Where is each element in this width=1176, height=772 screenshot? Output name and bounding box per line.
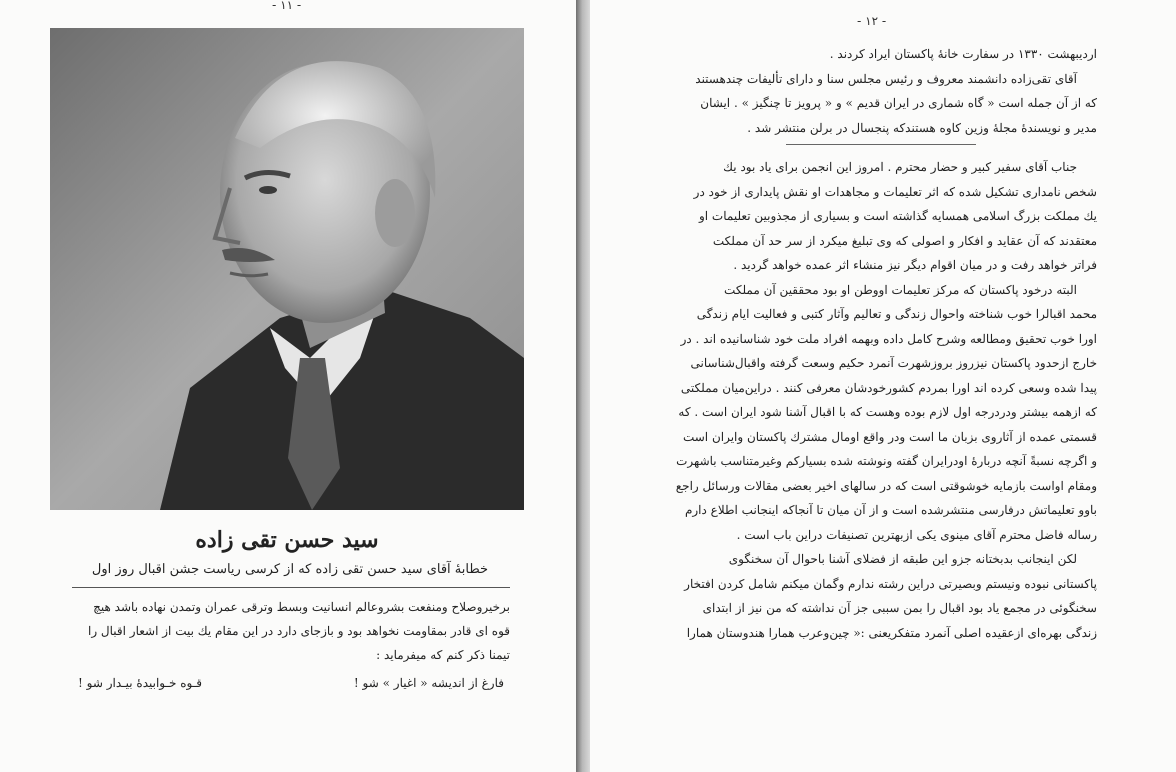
text-line: جناب آقای سفیر کبیر و حضار محترم . امروز این انجمن برای یاد بود یك (723, 160, 1077, 174)
page-number-left: - ١١ - (272, 0, 302, 12)
text-line: البته درخود پاکستان که مرکز تعلیمات اووطن او بود محققین آن مملکت (724, 282, 1077, 297)
text-line: قوه ای قادر بمقاومت نخواهد بود و بازجای دارد در این مقام یك بیت از اشعار اقبال را (87, 624, 510, 638)
verse-right-hemistich: فارغ از اندیشه « اغیار » شو ! (353, 676, 504, 690)
text-line: باوو تعلیماتش درفارسی منتشرشده است و از آن میان تا آنجاکه اینجانب اطلاع دارم (684, 503, 1097, 517)
portrait-photo (50, 28, 524, 510)
text-line: زندگی بهره‌ای ازعقیده اصلی آنمرد متفکریعنی :« چین‌وعرب همارا هندوستان همارا (686, 625, 1097, 640)
right-page (590, 0, 1176, 772)
text-line: رساله فاضل محترم آقای مینوی یکی ازبهترین تصنیفات دراین باب است . (736, 527, 1097, 542)
text-line: فراتر خواهد رفت و در میان اقوام دیگر نیز منشاء اثر عمده خواهد گردید . (733, 258, 1097, 272)
text-line: اورا خوب تحقیق ومطالعه وشرح کامل داده وبهمه افراد ملت خود شناسانیده اند . در (680, 331, 1097, 346)
left-page (0, 0, 576, 772)
text-line: اردیبهشت ۱۳۳۰ در سفارت خانهٔ پاکستان ایراد کردند . (829, 47, 1097, 61)
section-divider (786, 144, 976, 145)
text-line: برخیروصلاح ومنفعت بشروعالم انسانیت وبسط وترقی عمران وتمدن نهاده باشد هیچ (93, 600, 510, 614)
text-line: محمد اقبالرا خوب شناخته واحوال زندگی و تعالیم وآثار کتبی و فعالیت ایام زندگی (696, 307, 1097, 321)
page-number-right: - ١٢ - (857, 14, 887, 28)
text-line: قسمتی عمده از آثاروی بزبان ما است ودر واقع اومال مشترك پاکستان وایران است (682, 429, 1097, 444)
text-line: که ازهمه بیشتر ودردرجه اول لازم بوده وهست که با اقبال آشنا شود ایران است . که (678, 405, 1097, 419)
right-body-text (665, 42, 1097, 645)
left-body-text (72, 595, 510, 667)
text-line: ومقام اواست بازمایه خوشوقتی است که در سالهای اخیر بعضی مقالات ورسائل راجع (675, 478, 1097, 493)
text-line: یك مملکت بزرگ اسلامی همسایه گذاشته است و بسیاری از مجذوبین تعلیمات او (698, 209, 1097, 223)
text-line: سخنگوئی در مجمع یاد بود اقبال را بمن سببی جز آن نداشته که من نیز از ابتدای (702, 601, 1097, 615)
text-line: و اگرچه نسبةً آنچه دربارهٔ اودرایران گفته ونوشته شده بسیارکم وغیرمتناسب باشهرت (676, 454, 1097, 468)
book-gutter (576, 0, 590, 772)
text-line: مدیر و نویسندهٔ مجلهٔ وزین کاوه هستندکه پنجسال در برلن منتشر شد . (747, 120, 1097, 135)
poem-verse (72, 676, 510, 690)
divider (72, 587, 510, 588)
text-line: خارج ازحدود پاکستان نیزروز بروزشهرت آنمرد حکیم وسعت گرفته واقبال‌شناسانی (690, 356, 1097, 370)
text-line: لکن اینجانب بدبختانه جزو این طبقه از فضلای آشنا باحوال آن سخنگوی (728, 552, 1077, 566)
text-line: که از آن جمله است « گاه شماری در ایران قدیم » و « پرویز تا چنگیز » . ایشان (700, 96, 1097, 110)
text-line: پاکستانی نبوده ونیستم وبصیرتی دراین رشته ندارم وگمان میکنم شامل کردن افتخار (684, 576, 1097, 591)
photo-caption: سید حسن تقی زاده (195, 527, 379, 553)
caption-subtitle: خطابهٔ آقای سید حسن تقی زاده که از کرسی ریاست جشن اقبال روز اول (91, 562, 489, 577)
text-line: پیدا شده وسعی کرده اند اورا بمردم کشورخودشان معرفی کنند . دراین‌میان مملکتی (680, 380, 1097, 395)
text-line: تیمنا ذکر کنم که میفرماید : (376, 648, 510, 662)
text-line: آقای تقی‌زاده دانشمند معروف و رئیس مجلس سنا و دارای تألیفات چندهستند (695, 71, 1077, 86)
text-line: شخص نامداری تشکیل شده که اثر تعلیمات و مجاهدات او نقش پایداری از خود در (693, 184, 1097, 199)
text-line: معتقدند که آن عقاید و افکار و اصولی که وی تبلیغ میکرد از سر حد آن مملکت (712, 233, 1097, 248)
verse-left-hemistich: قـوه خـوابیدهٔ بیـدار شو ! (78, 676, 202, 690)
